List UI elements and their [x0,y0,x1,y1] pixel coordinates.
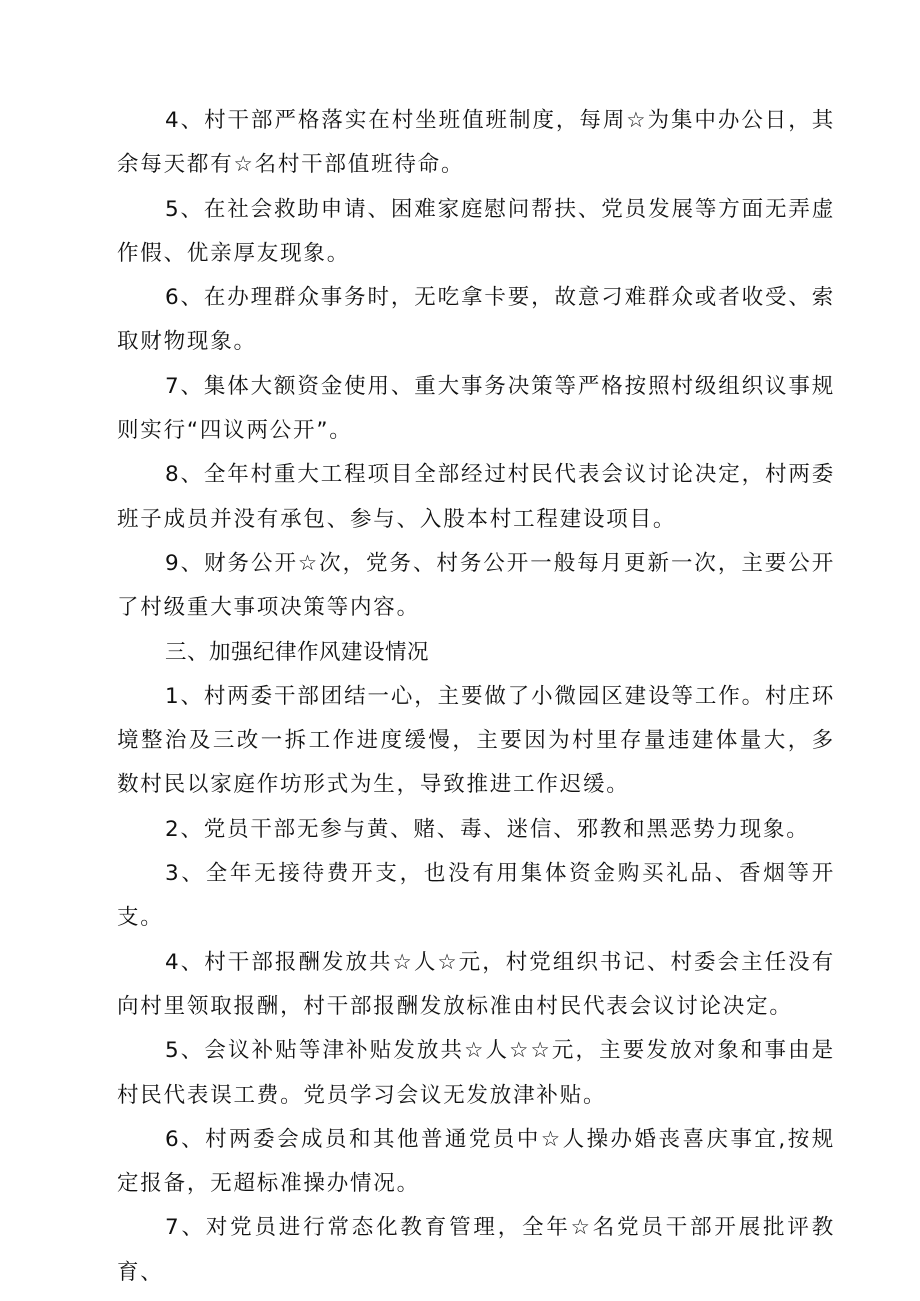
section3-paragraph-5: 5、会议补贴等津补贴发放共☆人☆☆元，主要发放对象和事由是村民代表误工费。党员学习会议无发放津补贴。 [117,1038,835,1108]
paragraph-7: 7、集体大额资金使用、重大事务决策等严格按照村级组织议事规则实行“四议两公开”。 [117,373,835,444]
paragraph-6: 6、在办理群众事务时，无吃拿卡要，故意刁难群众或者收受、索取财物现象。 [117,285,835,355]
section3-paragraph-4: 4、村干部报酬发放共☆人☆元，村党组织书记、村委会主任没有向村里领取报酬，村干部报酬发放标准由村民代表会议讨论决定。 [117,949,835,1019]
section3-paragraph-6: 6、村两委会成员和其他普通党员中☆人操办婚丧喜庆事宜,按规定报备，无超标准操办情况。 [117,1126,835,1197]
paragraph-8: 8、全年村重大工程项目全部经过村民代表会议讨论决定，村两委班子成员并没有承包、参与、入股本村工程建设项目。 [117,462,835,532]
paragraph-5: 5、在社会救助申请、困难家庭慰问帮扶、党员发展等方面无弄虚作假、优亲厚友现象。 [117,196,835,266]
section3-paragraph-3: 3、全年无接待费开支，也没有用集体资金购买礼品、香烟等开支。 [117,861,835,931]
section3-paragraph-1: 1、村两委干部团结一心，主要做了小微园区建设等工作。村庄环境整治及三改一拆工作进度缓慢，主要因为村里存量违建体量大，多数村民以家庭作坊形式为生，导致推进工作迟缓。 [117,683,835,798]
section3-paragraph-7: 7、对党员进行常态化教育管理，全年☆名党员干部开展批评教育、 [117,1215,835,1285]
paragraph-9: 9、财务公开☆次，党务、村务公开一般每月更新一次，主要公开了村级重大事项决策等内容。 [117,550,835,621]
paragraph-4: 4、村干部严格落实在村坐班值班制度，每周☆为集中办公日，其余每天都有☆名村干部值班待命。 [117,108,835,178]
document-body [117,99,835,1295]
section3-paragraph-2: 2、党员干部无参与黄、赌、毒、迷信、邪教和黑恶势力现象。 [165,816,810,842]
section-heading: 三、加强纪律作风建设情况 [165,639,430,665]
